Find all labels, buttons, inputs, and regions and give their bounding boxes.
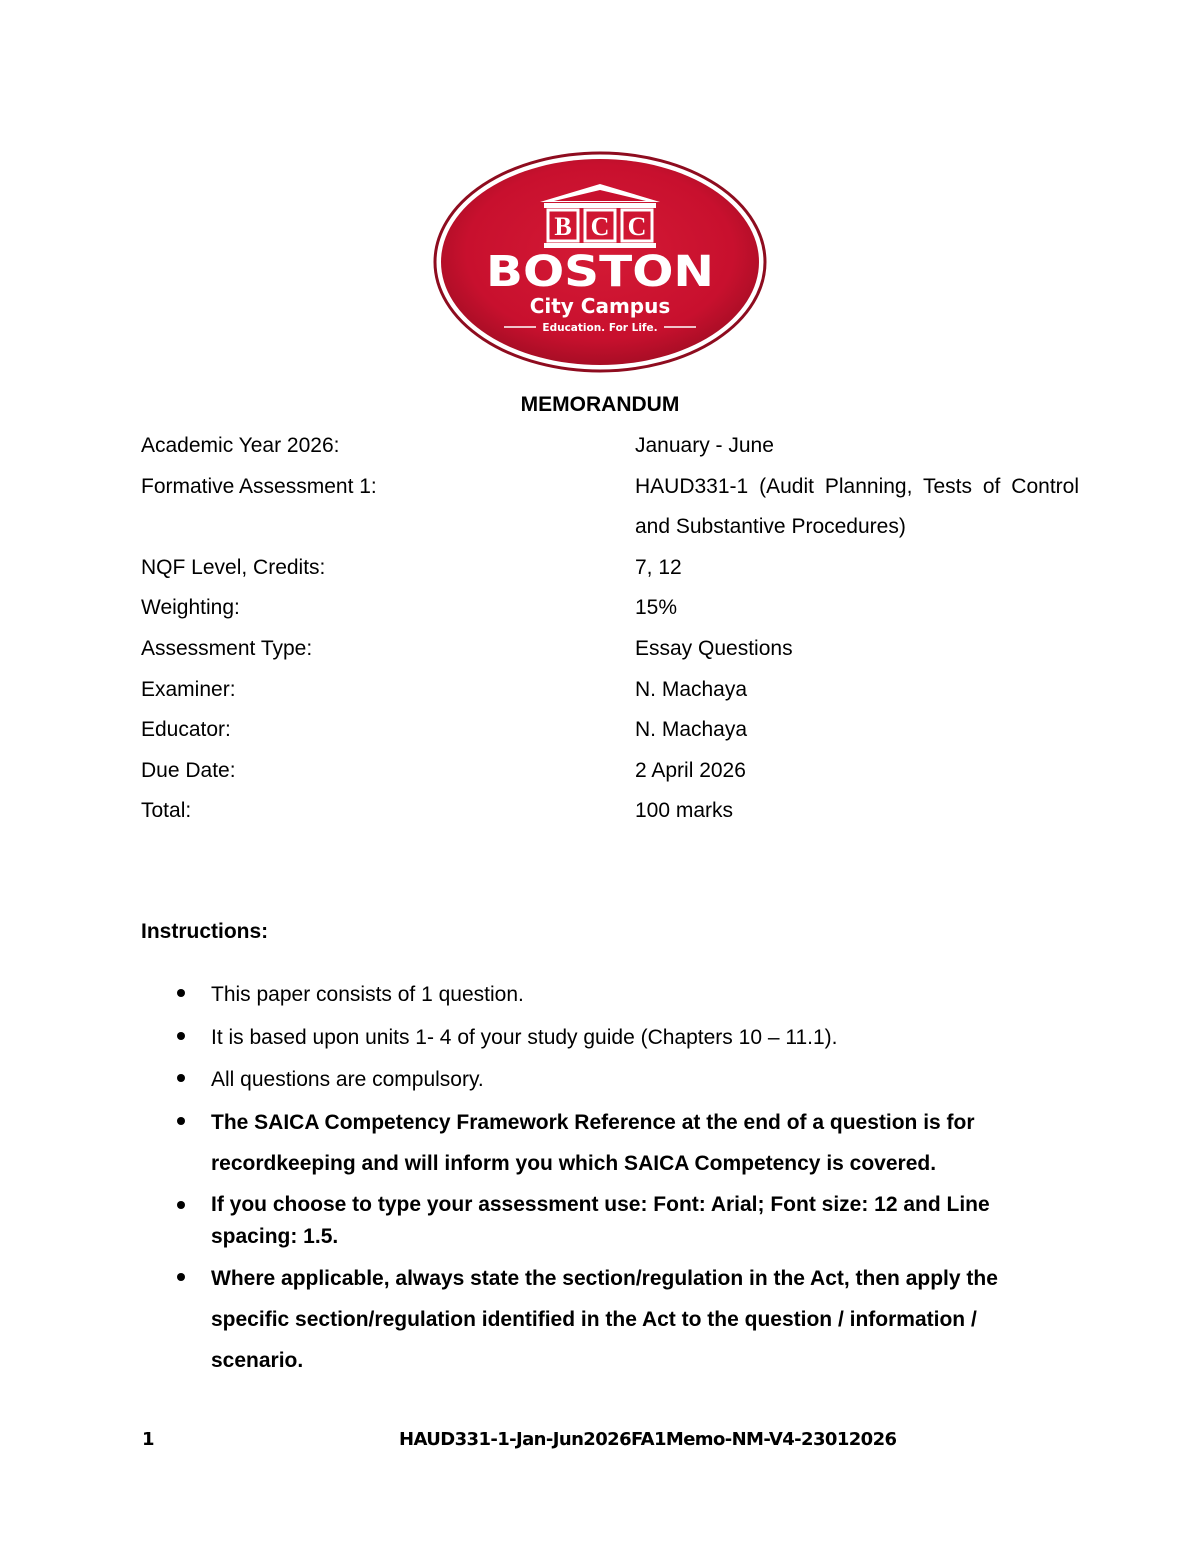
detail-label: Educator:	[141, 718, 231, 742]
detail-row-examiner	[141, 670, 1079, 711]
instruction-text: This paper consists of 1 question.	[211, 983, 524, 1006]
detail-label: Examiner:	[141, 677, 236, 701]
instruction-item	[141, 1059, 1071, 1100]
instruction-text: The SAICA Competency Framework Reference at the end of a question is for recordkeeping and will inform you which SAICA Competency is covered.	[211, 1110, 975, 1175]
logo-tagline: Education. For Life.	[542, 322, 658, 334]
bullet-icon	[177, 1117, 185, 1125]
detail-value: N. Machaya	[635, 718, 748, 742]
bullet-icon	[177, 989, 185, 997]
logo-initial-b: B	[554, 212, 572, 241]
instruction-text: It is based upon units 1- 4 of your study guide (Chapters 10 – 11.1).	[211, 1025, 838, 1049]
detail-row-assessment-type	[141, 629, 1079, 670]
detail-value: Essay Questions	[635, 636, 793, 660]
boston-city-campus-logo	[432, 150, 768, 375]
logo-initial-c1: C	[590, 212, 610, 241]
detail-label: Total:	[141, 799, 192, 823]
detail-value: 2 April 2026	[635, 758, 746, 782]
detail-value: HAUD331-1 (Audit Planning, Tests of Control and Substantive Procedures)	[635, 474, 1079, 539]
detail-value: N. Machaya	[635, 677, 748, 701]
detail-label: Weighting:	[141, 596, 240, 620]
bullet-icon	[177, 1032, 185, 1040]
instruction-text: Where applicable, always state the section/regulation in the Act, then apply the specific section/regulation identified in the Act to the question / information / scenario.	[211, 1266, 998, 1372]
detail-label: Formative Assessment 1:	[141, 474, 377, 498]
page-number: 1	[142, 1429, 155, 1450]
instructions-list	[141, 974, 1071, 1382]
instruction-item	[141, 1185, 1071, 1256]
detail-value: January - June	[635, 434, 774, 457]
detail-label: Assessment Type:	[141, 636, 313, 660]
detail-row-weighting	[141, 588, 1079, 629]
instructions-heading: Instructions:	[141, 920, 269, 943]
detail-row-academic-year	[141, 426, 1079, 467]
instruction-item	[141, 1102, 1071, 1184]
detail-row-total	[141, 791, 1079, 832]
detail-label: Academic Year 2026:	[141, 434, 340, 457]
memorandum-title: MEMORANDUM	[520, 393, 680, 416]
assessment-details	[141, 426, 1079, 832]
logo-wordmark: BOSTON	[486, 247, 714, 297]
instruction-item	[141, 1258, 1071, 1381]
bullet-icon	[177, 1074, 185, 1082]
instruction-text: All questions are compulsory.	[211, 1068, 484, 1091]
detail-row-formative-assessment	[141, 467, 1079, 548]
detail-value: 100 marks	[635, 799, 734, 823]
instruction-text: If you choose to type your assessment use: Font: Arial; Font size: 12 and Line spacing: 1.5.	[211, 1193, 990, 1248]
detail-label: NQF Level, Credits:	[141, 555, 326, 579]
detail-row-educator	[141, 710, 1079, 751]
detail-value: 7, 12	[635, 555, 682, 579]
instruction-item	[141, 1017, 1071, 1058]
detail-value: 15%	[635, 596, 678, 620]
detail-label: Due Date:	[141, 758, 236, 782]
detail-row-due-date	[141, 751, 1079, 792]
detail-row-nqf-level	[141, 548, 1079, 589]
logo-initial-c2: C	[627, 212, 647, 241]
bullet-icon	[177, 1273, 185, 1281]
document-code: HAUD331-1-Jan-Jun2026FA1Memo-NM-V4-23012026	[399, 1429, 897, 1450]
instruction-item	[141, 974, 1071, 1015]
logo-subtitle: City Campus	[529, 294, 671, 318]
bullet-icon	[177, 1201, 185, 1209]
